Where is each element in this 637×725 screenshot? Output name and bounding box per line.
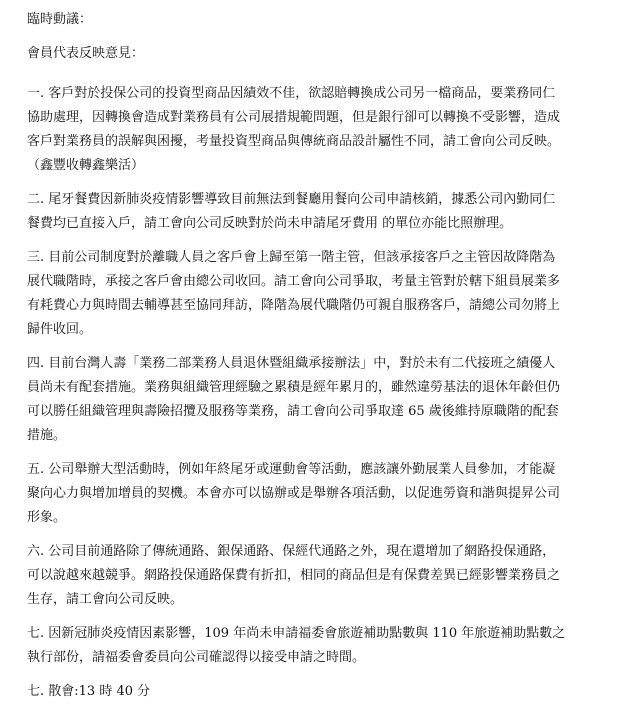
motion-item-line: 生存，請工會向公司反映。: [27, 592, 184, 607]
motion-item-line: 五. 公司舉辦大型活動時，例如年終尾牙或運動會等活動，應該讓外勤展業人員參加，才能凝: [27, 462, 556, 477]
motion-item-1: [27, 86, 629, 174]
motion-item-7: [27, 626, 629, 666]
motion-item-line: 有耗費心力與時間去輔導甚至協同拜訪，降階為展代職階仍可親自服務客戶，請總公司勿將上: [27, 298, 561, 313]
motion-item-line: 員尚未有配套措施。業務與組織管理經驗之累積是經年累月的，雖然違勞基法的退休年齡但仍: [27, 380, 561, 395]
meeting-adjourned: 七. 散會:13 時 40 分: [27, 684, 151, 699]
motion-item-line: 執行部份，請福委會委員向公司確認得以接受申請之時間。: [27, 650, 366, 665]
motion-item-4: [27, 356, 629, 444]
document-subheading: 會員代表反映意見：: [27, 46, 145, 61]
motion-item-6: [27, 544, 629, 608]
motion-item-line: 三. 目前公司制度對於離職人員之客戶會上歸至第一階主管，但該承接客戶之主管因故降階為: [27, 250, 556, 265]
motion-item-line: 可以勝任組織管理與壽險招攬及服務等業務，請工會向公司爭取達 65 歲後維持原職階的配套: [27, 404, 559, 419]
motion-item-line: 展代職階時，承接之客戶會由總公司收回。請工會向公司爭取，考量主管對於轄下組員展業多: [27, 274, 561, 289]
motion-item-line: 二. 尾牙餐費因新肺炎疫情影響導致目前無法到餐廳用餐向公司申請核銷，據悉公司內勤同仁: [27, 192, 556, 207]
motion-item-line: 餐費均已直接入戶，請工會向公司反映對於尚未申請尾牙費用 的單位亦能比照辦理。: [27, 216, 513, 231]
motion-item-line: （鑫豐收轉鑫樂活）: [27, 158, 145, 173]
motion-item-line: 客戶對業務員的誤解與困擾，考量投資型商品與傳統商品設計屬性不同，請工會向公司反映。: [27, 134, 561, 149]
motion-item-line: 四. 目前台灣人壽「業務二部業務人員退休暨組織承接辦法」中，對於未有二代接班之績優人: [27, 356, 556, 371]
document-heading: 臨時動議：: [27, 12, 93, 27]
motion-item-line: 聚向心力與增加增員的契機。本會亦可以協辦或是舉辦各項活動，以促進勞資和諧與提昇公司: [27, 486, 561, 501]
motion-item-line: 六. 公司目前通路除了傳統通路、銀保通路、保經代通路之外，現在還增加了網路投保通路，: [27, 544, 556, 559]
motion-item-3: [27, 250, 629, 338]
motion-item-line: 七. 因新冠肺炎疫情因素影響，109 年尚未申請福委會旅遊補助點數與 110 年旅遊補助點數之: [27, 626, 566, 641]
motion-item-5: [27, 462, 629, 526]
motion-item-line: 一. 客戶對於投保公司的投資型商品因績效不佳，欲認賠轉換成公司另一檔商品，要業務同仁: [27, 86, 556, 101]
motion-item-line: 措施。: [27, 428, 67, 443]
motion-item-2: [27, 192, 629, 232]
motion-item-line: 形象。: [27, 510, 67, 525]
motion-item-line: 可以說越來越競爭。網路投保通路保費有折扣，相同的商品但是有保費差異已經影響業務員之: [27, 568, 561, 583]
motion-item-line: 協助處理，因轉換會造成對業務員有公司展措規範問題，但是銀行卻可以轉換不受影響，造成: [27, 110, 561, 125]
motion-item-line: 歸件收回。: [27, 322, 93, 337]
